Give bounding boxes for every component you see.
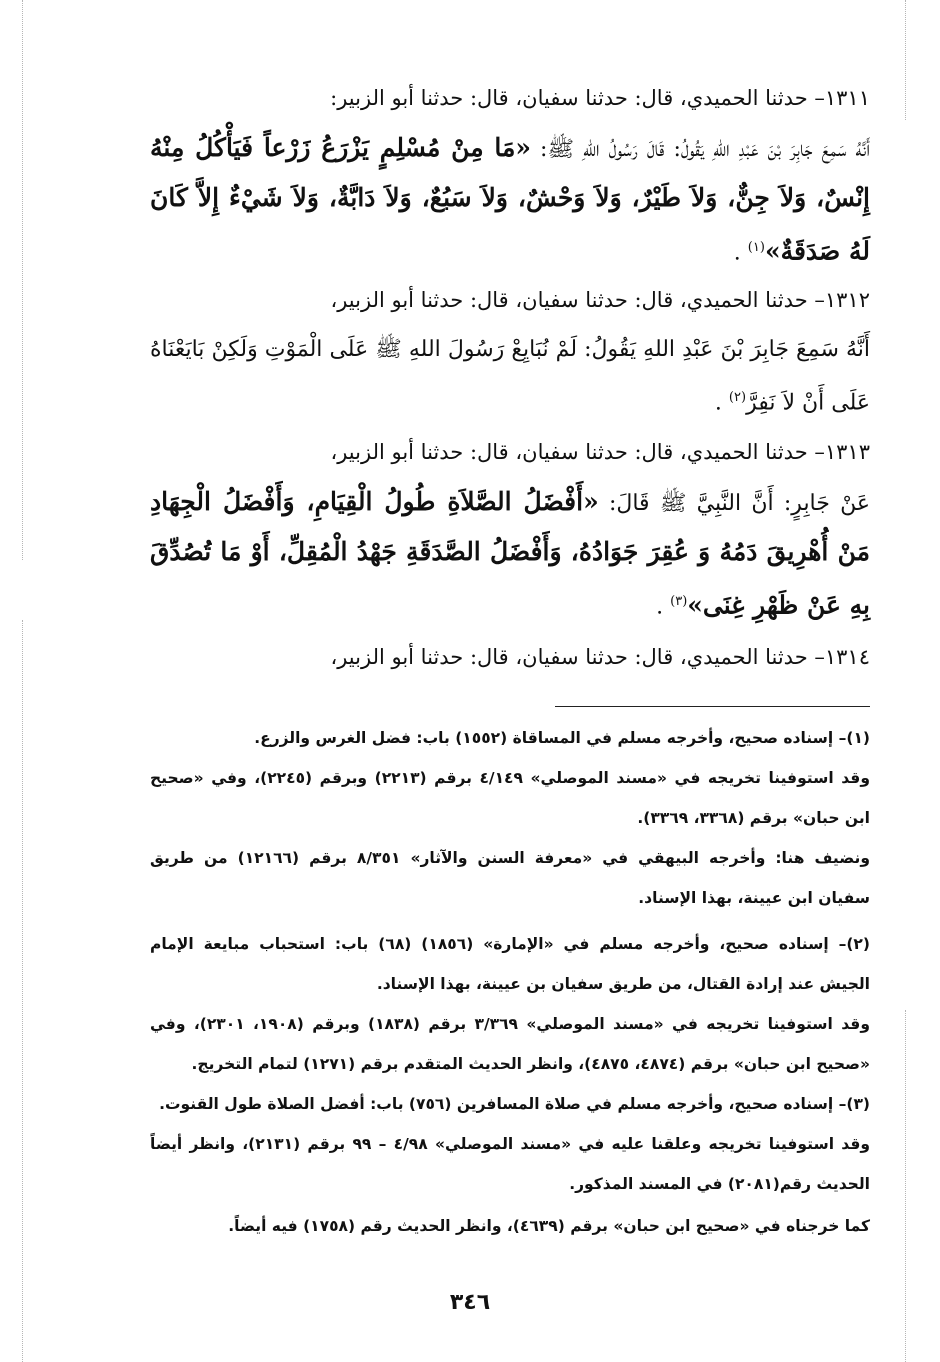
hadith-intro: أَنَّهُ سَمِعَ جَابِرَ بْنَ عَبْدِ اللهِ يَقُولُ: لَمْ نُبَايِعْ رَسُولَ اللهِ ﷺ عَلَى الْمَوْتِ وَلَكِنْ بَايَعْنَاهُ عَلَى أَنْ لاَ نَفِرَّ — [150, 337, 870, 416]
footnote: (١)– إسناده صحيح، وأخرجه مسلم في المساقاة (١٥٥٢) باب: فضل الغرس والزرع. — [254, 729, 870, 747]
scan-edge-mark — [22, 620, 23, 1362]
footnote: ونضيف هنا: وأخرجه البيهقي في «معرفة السنن والآثار» ٨/٣٥١ برقم (١٢١٦٦) من طريق سفيان ابن عيينة، بهذا الإسناد. — [150, 849, 870, 907]
footnote: وقد استوفينا تخريجه في «مسند الموصلي» ٣/٣٦٩ برقم (١٨٣٨) وبرقم (١٩٠٨، ٢٣٠١)، وفي «صحيح ابن حبان» برقم (٤٨٧٤، ٤٨٧٥)، وانظر الحديث المتقدم برقم (١٢٧١) لتمام التخريج. — [150, 1015, 870, 1073]
footnote: (٢)– إسناده صحيح، وأخرجه مسلم في «الإمارة» (١٨٥٦) (٦٨) باب: استحباب مبايعة الإمام الجيش عند إرادة القتال، من طريق سفيان بن عيينة، بهذا الإسناد. — [150, 935, 870, 993]
footnote-ref: (٣) — [670, 594, 688, 609]
hadith-quote: «مَا مِنْ مُسْلِمٍ يَزْرَعُ زَرْعاً فَيَأْكُلُ مِنْهُ إِنْسٌ، وَلاَ جِنٌّ، وَلاَ طَيْرٌ، وَلاَ وَحْشٌ، وَلاَ سَبُعٌ، وَلاَ دَابَّةٌ، وَلاَ شَيْءٌ إِلاَّ كَانَ لَهُ صَدَقَةٌ» — [150, 133, 870, 266]
hadith-end: . — [733, 240, 748, 266]
hadith-text — [150, 124, 870, 277]
scan-edge-mark — [905, 0, 906, 120]
hadith-text — [150, 326, 870, 427]
hadith-header: ١٣١٢– حدثنا الحميدي، قال: حدثنا سفيان، قال: حدثنا أبو الزبير، — [330, 288, 870, 312]
hadith-header: ١٣١١– حدثنا الحميدي، قال: حدثنا سفيان، قال: حدثنا أبو الزبير: — [330, 86, 870, 110]
hadith-quote: «أَفْضَلُ الصَّلاَةِ طُولُ الْقِيَامِ، وَأَفْضَلُ الْجِهَادِ مَنْ أُهْرِيقَ دَمُهُ وَ عُقِرَ جَوَادُهُ، وَأَفْضَلُ الصَّدَقَةِ جَهْدُ الْمُقِلِّ، أَوْ مَا تُصُدِّقَ بِهِ عَنْ ظَهْرِ غِنَى» — [150, 487, 870, 620]
scan-edge-mark — [22, 0, 23, 560]
footnote: كما خرجناه في «صحيح ابن حبان» برقم (٤٦٣٩)، وانظر الحديث رقم (١٧٥٨) فيه أيضاً. — [228, 1217, 870, 1235]
hadith-end: . — [714, 390, 729, 416]
hadith-end: . — [656, 594, 671, 620]
footnote-ref: (١) — [747, 240, 765, 255]
hadith-header: ١٣١٤– حدثنا الحميدي، قال: حدثنا سفيان، قال: حدثنا أبو الزبير، — [330, 645, 870, 669]
hadith-header: ١٣١٣– حدثنا الحميدي، قال: حدثنا سفيان، قال: حدثنا أبو الزبير، — [330, 440, 870, 464]
page-number: ٣٤٦ — [449, 1290, 491, 1315]
scan-edge-mark — [905, 1010, 906, 1362]
hadith-text — [150, 478, 870, 631]
hadith-intro: أَنَّهُ سَمِعَ جَابِرَ بْنَ عَبْدِ اللهِ يَقُولُ: قَالَ رَسُولُ اللهِ ﷺ: — [530, 137, 870, 162]
footnote-ref: (٢) — [728, 390, 747, 405]
footnote-divider — [555, 706, 870, 707]
footnote: وقد استوفينا تخريجه في «مسند الموصلي» ٤/١٤٩ برقم (٢٢١٣) وبرقم (٢٢٤٥)، وفي «صحيح ابن حبان» برقم (٣٣٦٨، ٣٣٦٩). — [150, 769, 870, 827]
footnote: (٣)– إسناده صحيح، وأخرجه مسلم في صلاة المسافرين (٧٥٦) باب: أفضل الصلاة طول القنوت. — [159, 1095, 870, 1113]
footnote: وقد استوفينا تخريجه وعلقنا عليه في «مسند الموصلي» ٤/٩٨ – ٩٩ برقم (٢١٣١)، وانظر أيضاً الحديث رقم(٢٠٨١) في المسند المذكور. — [150, 1135, 870, 1193]
hadith-intro: عَنْ جَابِرٍ: أَنَّ النَّبِيَّ ﷺ قَالَ: — [598, 491, 870, 516]
